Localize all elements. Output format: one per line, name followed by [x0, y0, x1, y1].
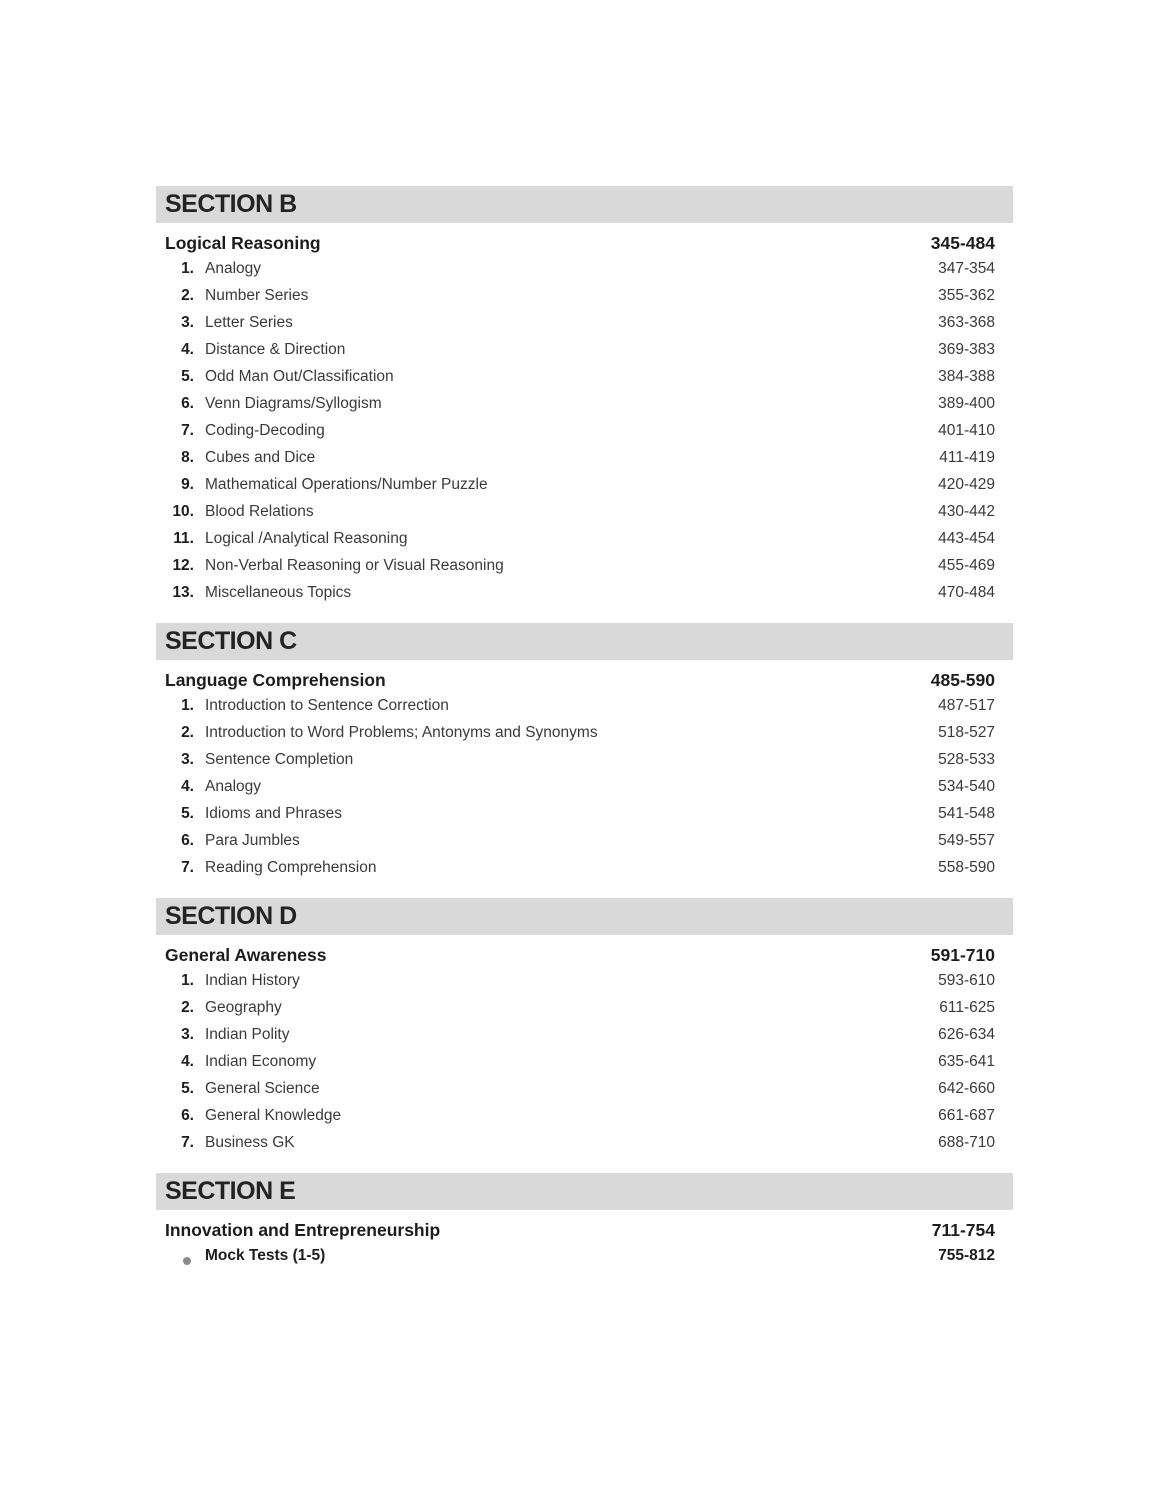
item-label: Analogy: [205, 778, 262, 795]
item-number: 3.: [181, 1026, 194, 1043]
toc-item: [156, 1107, 1013, 1134]
item-label: Number Series: [205, 287, 309, 304]
item-number: 7.: [181, 1134, 194, 1151]
item-label: Sentence Completion: [205, 751, 354, 768]
section-heading: SECTION C: [165, 627, 297, 655]
item-label: Blood Relations: [205, 503, 314, 520]
item-label: General Science: [205, 1080, 320, 1097]
item-label: Analogy: [205, 260, 262, 277]
toc-item: [156, 287, 1013, 314]
item-page-range: 558-590: [938, 859, 995, 876]
item-page-range: 355-362: [938, 287, 995, 304]
toc-item: [156, 368, 1013, 395]
toc-item: [156, 260, 1013, 287]
item-page-range: 635-641: [938, 1053, 995, 1070]
item-page-range: 455-469: [938, 557, 995, 574]
section-page-range: 591-710: [930, 945, 995, 965]
item-number: 13.: [172, 584, 194, 601]
item-number: 6.: [181, 395, 194, 412]
section-page-range: 711-754: [931, 1220, 995, 1240]
toc-item: [156, 503, 1013, 530]
section-page-range: 485-590: [930, 670, 995, 690]
toc-item: [156, 1026, 1013, 1053]
item-page-range: 389-400: [938, 395, 995, 412]
section-heading: SECTION B: [165, 190, 297, 218]
item-page-range: 470-484: [938, 584, 995, 601]
item-number: 9.: [181, 476, 194, 493]
item-number: 1.: [181, 972, 194, 989]
item-number: 4.: [181, 778, 194, 795]
item-page-range: 528-533: [938, 751, 995, 768]
item-page-range: 541-548: [938, 805, 995, 822]
section-title-row: [156, 223, 1013, 260]
item-page-range: 401-410: [938, 422, 995, 439]
item-number: 2.: [181, 724, 194, 741]
bullet-icon-wrap: [156, 1257, 194, 1265]
item-label: Odd Man Out/Classification: [205, 368, 394, 385]
item-number: 1.: [181, 260, 194, 277]
item-label: Introduction to Word Problems; Antonyms and Synonyms: [205, 724, 598, 741]
item-number: 2.: [181, 999, 194, 1016]
item-label: Distance & Direction: [205, 341, 346, 358]
item-number: 10.: [172, 503, 194, 520]
section-band: [156, 186, 1013, 223]
section-page-range: 345-484: [930, 233, 995, 253]
item-number: 5.: [181, 1080, 194, 1097]
section-band: [156, 898, 1013, 935]
section-title: General Awareness: [165, 945, 327, 965]
section-title-row: [156, 935, 1013, 972]
toc-item: [156, 859, 1013, 886]
section-title: Logical Reasoning: [165, 233, 321, 253]
item-number: 11.: [173, 530, 194, 547]
toc-item: [156, 999, 1013, 1026]
item-number: 2.: [181, 287, 194, 304]
item-label: Introduction to Sentence Correction: [205, 697, 449, 714]
item-number: 12.: [172, 557, 194, 574]
item-page-range: 430-442: [938, 503, 995, 520]
item-number: 3.: [181, 314, 194, 331]
table-of-contents: [156, 186, 1013, 1286]
section-title-row: [156, 1210, 1013, 1247]
toc-item: [156, 530, 1013, 557]
item-label: Letter Series: [205, 314, 293, 331]
item-page-range: 688-710: [938, 1134, 995, 1151]
toc-section: [156, 898, 1013, 1161]
item-label: Coding-Decoding: [205, 422, 325, 439]
section-title: Language Comprehension: [165, 670, 386, 690]
item-page-range: 534-540: [938, 778, 995, 795]
item-label: Indian Economy: [205, 1053, 317, 1070]
item-number: 6.: [181, 1107, 194, 1124]
bullet-icon: [183, 1257, 191, 1265]
section-band: [156, 623, 1013, 660]
toc-item: [156, 557, 1013, 584]
item-number: 7.: [181, 422, 194, 439]
item-label: Idioms and Phrases: [205, 805, 342, 822]
bullet-item-page-range: 755-812: [938, 1247, 995, 1264]
item-label: General Knowledge: [205, 1107, 342, 1124]
item-number: 8.: [181, 449, 194, 466]
item-page-range: 443-454: [938, 530, 995, 547]
toc-item: [156, 395, 1013, 422]
item-page-range: 549-557: [938, 832, 995, 849]
item-number: 6.: [181, 832, 194, 849]
toc-item: [156, 805, 1013, 832]
section-title: Innovation and Entrepreneurship: [165, 1220, 441, 1240]
bullet-item-label: Mock Tests (1-5): [205, 1247, 326, 1264]
item-page-range: 611-625: [939, 999, 995, 1016]
toc-item: [156, 422, 1013, 449]
item-page-range: 626-634: [938, 1026, 995, 1043]
item-page-range: 518-527: [938, 724, 995, 741]
item-label: Indian History: [205, 972, 300, 989]
item-page-range: 420-429: [938, 476, 995, 493]
item-number: 4.: [181, 1053, 194, 1070]
toc-item: [156, 778, 1013, 805]
item-page-range: 593-610: [938, 972, 995, 989]
item-number: 1.: [181, 697, 194, 714]
section-heading: SECTION D: [165, 902, 297, 930]
item-page-range: 384-388: [938, 368, 995, 385]
toc-item: [156, 832, 1013, 859]
toc-item: [156, 1053, 1013, 1080]
item-page-range: 347-354: [938, 260, 995, 277]
item-number: 7.: [181, 859, 194, 876]
toc-section: [156, 623, 1013, 886]
toc-item: [156, 1134, 1013, 1161]
item-page-range: 363-368: [938, 314, 995, 331]
toc-item: [156, 972, 1013, 999]
toc-item: [156, 697, 1013, 724]
section-band: [156, 1173, 1013, 1210]
item-number: 4.: [181, 341, 194, 358]
item-label: Mathematical Operations/Number Puzzle: [205, 476, 488, 493]
item-label: Non-Verbal Reasoning or Visual Reasoning: [205, 557, 504, 574]
item-page-range: 642-660: [938, 1080, 995, 1097]
section-heading: SECTION E: [165, 1177, 296, 1205]
item-page-range: 411-419: [939, 449, 995, 466]
toc-item: [156, 341, 1013, 368]
toc-item: [156, 314, 1013, 341]
section-title-row: [156, 660, 1013, 697]
item-label: Indian Polity: [205, 1026, 290, 1043]
item-number: 3.: [181, 751, 194, 768]
item-label: Reading Comprehension: [205, 859, 377, 876]
item-label: Logical /Analytical Reasoning: [205, 530, 408, 547]
toc-section: [156, 1173, 1013, 1274]
item-number: 5.: [181, 368, 194, 385]
item-label: Para Jumbles: [205, 832, 300, 849]
item-label: Venn Diagrams/Syllogism: [205, 395, 382, 412]
item-label: Miscellaneous Topics: [205, 584, 352, 601]
item-page-range: 661-687: [938, 1107, 995, 1124]
toc-bullet-item: [156, 1247, 1013, 1274]
toc-item: [156, 751, 1013, 778]
item-label: Geography: [205, 999, 282, 1016]
item-page-range: 487-517: [938, 697, 995, 714]
toc-item: [156, 724, 1013, 751]
toc-item: [156, 476, 1013, 503]
item-page-range: 369-383: [938, 341, 995, 358]
toc-item: [156, 449, 1013, 476]
item-label: Cubes and Dice: [205, 449, 316, 466]
item-number: 5.: [181, 805, 194, 822]
toc-section: [156, 186, 1013, 611]
toc-item: [156, 1080, 1013, 1107]
item-label: Business GK: [205, 1134, 295, 1151]
toc-item: [156, 584, 1013, 611]
